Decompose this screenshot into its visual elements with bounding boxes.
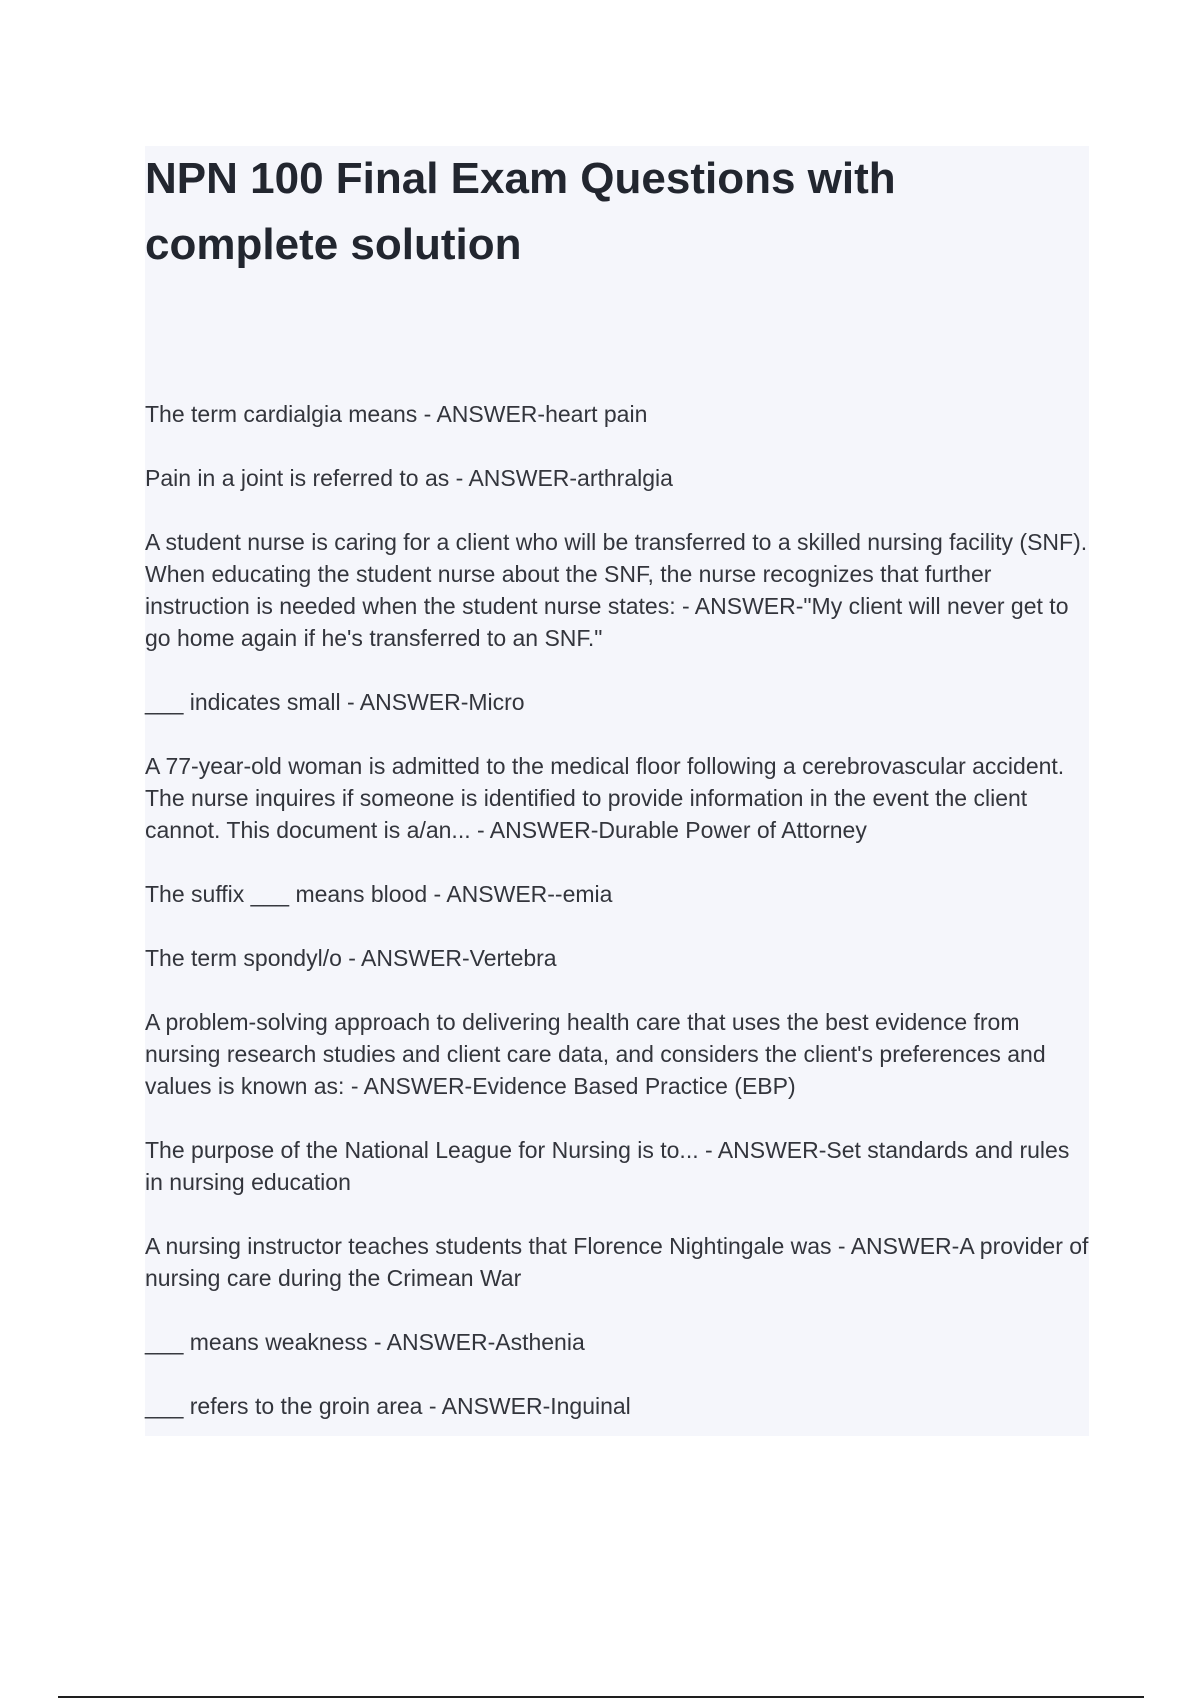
qa-item: The purpose of the National League for Nursing is to... - ANSWER-Set standards and rules in nursing education (145, 1137, 1070, 1195)
qa-item: The suffix ___ means blood - ANSWER--emia (145, 881, 613, 907)
qa-item: A 77-year-old woman is admitted to the medical floor following a cerebrovascular accident. The nurse inquires if someone is identified to provide information in the event the client cannot. This document is a/an... - ANSWER-Durable Power of Attorney (145, 753, 1065, 843)
qa-item: The term spondyl/o - ANSWER-Vertebra (145, 945, 557, 971)
qa-item: The term cardialgia means - ANSWER-heart pain (145, 401, 648, 427)
qa-item: ___ indicates small - ANSWER-Micro (145, 689, 525, 715)
qa-item: ___ refers to the groin area - ANSWER-Inguinal (145, 1393, 631, 1419)
qa-item: A student nurse is caring for a client who will be transferred to a skilled nursing facility (SNF). When educating the student nurse about the SNF, the nurse recognizes that further instruction is needed when the student nurse states: - ANSWER-"My client will never get to go home again if he's transferred to an SNF." (145, 529, 1088, 651)
question-answer-list (145, 398, 1089, 1454)
footer-divider (58, 1696, 1144, 1698)
qa-item: A nursing instructor teaches students that Florence Nightingale was - ANSWER-A provider of nursing care during the Crimean War (145, 1233, 1089, 1291)
qa-item: A problem-solving approach to delivering health care that uses the best evidence from nursing research studies and client care data, and considers the client's preferences and values is known as: - ANSWER-Evidence Based Practice (EBP) (145, 1009, 1046, 1099)
qa-item: ___ means weakness - ANSWER-Asthenia (145, 1329, 585, 1355)
qa-item: Pain in a joint is referred to as - ANSWER-arthralgia (145, 465, 673, 491)
document-content (145, 146, 1089, 1436)
document-title: NPN 100 Final Exam Questions with complete solution (145, 154, 896, 269)
